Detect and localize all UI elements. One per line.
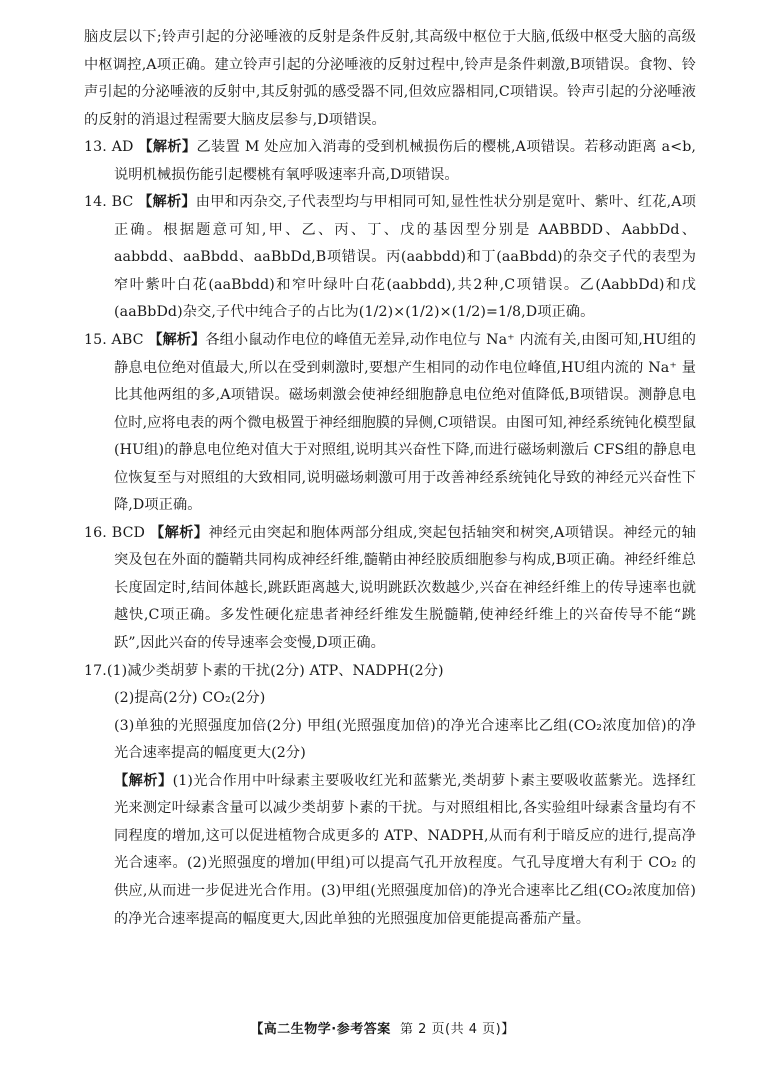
answer-14: [84, 189, 696, 327]
answer-16-tag: 【解析】: [149, 524, 209, 541]
answer-15: [84, 327, 696, 520]
answer-14-number: 14. BC: [84, 194, 134, 211]
answer-16-text: 神经元由突起和胞体两部分组成,突起包括轴突和树突,A项错误。神经元的轴突及包在外面的髓鞘共同构成神经纤维,髓鞘由神经胶质细胞参与构成,B项正确。神经纤维总长度固定时,结间体越长,跳跃距离越大,说明跳跃次数越少,兴奋在神经纤维上的传导速率也就越快,C项正确。多发性硬化症患者神经纤维发生脱髓鞘,使神经纤维上的兴奋传导不能“跳跃”,因此兴奋的传导速率会变慢,D项正确。: [114, 524, 696, 652]
answer-13-number: 13. AD: [84, 139, 134, 156]
answer-17-explanation: [84, 768, 696, 933]
answer-15-tag: 【解析】: [148, 332, 206, 349]
answer-17: [84, 658, 696, 686]
answer-17-part-1: (1)减少类胡萝卜素的干扰(2分) ATP、NADPH(2分): [106, 662, 444, 679]
answer-17-tag: 【解析】: [114, 772, 173, 789]
page-footer: [0, 1018, 765, 1037]
answer-15-text: 各组小鼠动作电位的峰值无差异,动作电位与 Na⁺ 内流有关,由图可知,HU组的静息电位绝对值最大,所以在受到刺激时,要想产生相同的动作电位峰值,HU组内流的 Na⁺ 量比其他两组的多,A项错误。磁场刺激会使神经细胞静息电位绝对值降低,B项错误。测静息电位时,应将电表的两个微电极置于神经细胞膜的异侧,C项错误。由图可知,神经系统钝化模型鼠(HU组)的静息电位绝对值大于对照组,说明其兴奋性下降,而进行磁场刺激后 CFS组的静息电位恢复至与对照组的大致相同,说明磁场刺激可用于改善神经系统钝化导致的神经元兴奋性下降,D项正确。: [114, 332, 696, 514]
continuation-paragraph: 脑皮层以下;铃声引起的分泌唾液的反射是条件反射,其高级中枢位于大脑,低级中枢受大脑的高级中枢调控,A项正确。建立铃声引起的分泌唾液的反射过程中,铃声是条件刺激,B项错误。食物、铃声引起的分泌唾液的反射中,其反射弧的感受器不同,但效应器相同,C项错误。铃声引起的分泌唾液的反射的消退过程需要大脑皮层参与,D项错误。: [84, 29, 696, 128]
answer-17-part-3: (3)单独的光照强度加倍(2分) 甲组(光照强度加倍)的净光合速率比乙组(CO₂浓度加倍)的净光合速率提高的幅度更大(2分): [114, 717, 696, 762]
footer-label: 【高二生物学·参考答案: [250, 1022, 391, 1037]
answer-13: [84, 134, 696, 189]
answer-15-number: 15. ABC: [84, 332, 144, 349]
footer-page-number: 第 2 页(共 4 页)】: [400, 1022, 515, 1037]
answer-17-part-2: (2)提高(2分) CO₂(2分): [114, 690, 266, 707]
answer-14-tag: 【解析】: [138, 194, 196, 211]
answer-17-explanation-text: (1)光合作用中叶绿素主要吸收红光和蓝紫光,类胡萝卜素主要吸收蓝紫光。选择红光来测定叶绿素含量可以减少类胡萝卜素的干扰。与对照组相比,各实验组叶绿素含量均有不同程度的增加,这可以促进植物合成更多的 ATP、NADPH,从而有利于暗反应的进行,提高净光合速率。(2)光照强度的增加(甲组)可以提高气孔开放程度。气孔导度增大有利于 CO₂ 的供应,从而进一步促进光合作用。(3)甲组(光照强度加倍)的净光合速率比乙组(CO₂浓度加倍)的净光合速率提高的幅度更大,因此单独的光照强度加倍更能提高番茄产量。: [114, 772, 696, 927]
page-content: [84, 24, 696, 933]
answer-16: [84, 520, 696, 658]
answer-13-tag: 【解析】: [138, 139, 197, 156]
answer-14-text: 由甲和丙杂交,子代表型均与甲相同可知,显性性状分别是宽叶、紫叶、红花,A项正确。根据题意可知,甲、乙、丙、丁、戊的基因型分别是 AABBDD、AabbDd、aabbdd、aaBbdd、aaBbDd,B项错误。丙(aabbdd)和丁(aaBbdd)的杂交子代的表型为窄叶紫叶白花(aaBbdd)和窄叶绿叶白花(aabbdd),共2种,C项错误。乙(AabbDd)和戊(aaBbDd)杂交,子代中纯合子的占比为(1/2)×(1/2)×(1/2)=1/8,D项正确。: [114, 194, 696, 321]
answer-13-text: 乙装置 M 处应加入消毒的受到机械损伤后的樱桃,A项错误。若移动距离 a<b,说明机械损伤能引起樱桃有氧呼吸速率升高,D项错误。: [114, 139, 696, 183]
answer-17-number: 17.: [84, 662, 107, 679]
answer-16-number: 16. BCD: [84, 524, 146, 541]
